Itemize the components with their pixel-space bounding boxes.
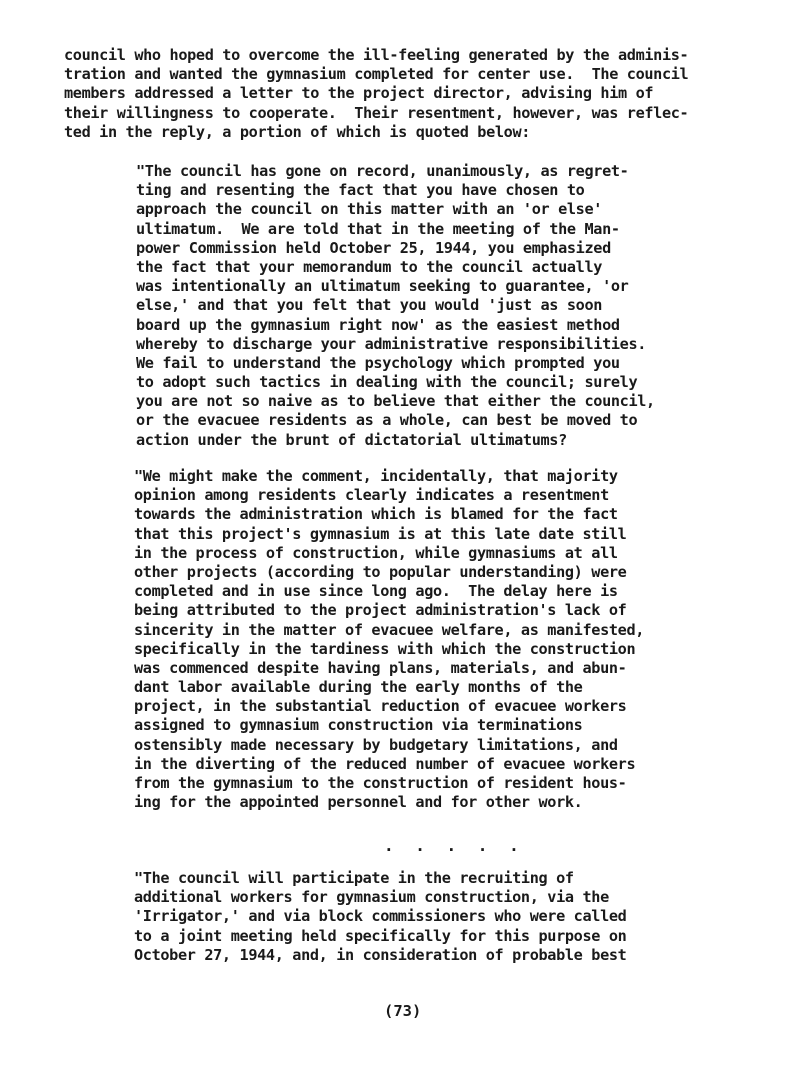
intro-line: their willingness to cooperate. Their resentment, however, was reflec- [64, 103, 689, 122]
quote1-line: approach the council on this matter with an 'or else' [136, 200, 603, 219]
quote1-line: whereby to discharge your administrative responsibilities. [136, 334, 647, 353]
quote1-line: was intentionally an ultimatum seeking to guarantee, 'or [136, 277, 629, 296]
quote1-line: the fact that your memorandum to the council actually [136, 257, 603, 276]
intro-line: ted in the reply, a portion of which is quoted below: [64, 122, 531, 141]
page-number: (73) [384, 1002, 422, 1020]
quote1-line: ultimatum. We are told that in the meeting of the Man- [136, 219, 620, 238]
quote2-line: being attributed to the project administration's lack of [134, 601, 627, 620]
intro-line: tration and wanted the gymnasium completed for center use. The council [64, 65, 689, 84]
quote2-line: "We might make the comment, incidentally, that majority [134, 467, 618, 485]
quote3-line: additional workers for gymnasium construction, via the [134, 888, 609, 907]
quote1-line: you are not so naive as to believe that either the council, [136, 392, 655, 411]
quote-paragraph-1 [136, 162, 655, 450]
quote2-line: other projects (according to popular understanding) were [134, 562, 627, 581]
quote1-line: action under the brunt of dictatorial ultimatums? [136, 430, 567, 449]
quote1-line: else,' and that you felt that you would 'just as soon [136, 296, 603, 315]
ellipsis-separator: . . . . . [384, 836, 525, 855]
quote2-line: assigned to gymnasium construction via terminations [134, 716, 583, 735]
quote2-line: that this project's gymnasium is at this late date still [134, 524, 627, 543]
quote2-line: in the diverting of the reduced number of evacuee workers [134, 754, 636, 773]
quote1-line: or the evacuee residents as a whole, can best be moved to [136, 411, 638, 430]
quote2-line: ostensibly made necessary by budgetary limitations, and [134, 735, 618, 754]
quote2-line: completed and in use since long ago. The delay here is [134, 582, 618, 601]
quote2-line: sincerity in the matter of evacuee welfare, as manifested, [134, 620, 645, 639]
intro-line: council who hoped to overcome the ill-feeling generated by the adminis- [64, 46, 689, 64]
quote2-line: ing for the appointed personnel and for other work. [134, 793, 583, 812]
quote1-line: power Commission held October 25, 1944, you emphasized [136, 238, 611, 257]
quote-paragraph-2 [134, 467, 644, 812]
quote2-line: was commenced despite having plans, materials, and abun- [134, 658, 627, 677]
quote1-line: ting and resenting the fact that you have chosen to [136, 181, 585, 200]
quote2-line: from the gymnasium to the construction of resident hous- [134, 774, 627, 792]
quote2-line: opinion among residents clearly indicates a resentment [134, 486, 609, 505]
intro-line: members addressed a letter to the project director, advising him of [64, 84, 654, 103]
quote3-line: "The council will participate in the recruiting of [134, 869, 574, 887]
quote3-line: 'Irrigator,' and via block commissioners who were called [134, 907, 627, 926]
intro-paragraph [64, 46, 688, 142]
quote3-line: to a joint meeting held specifically for this purpose on [134, 926, 627, 945]
quote1-line: "The council has gone on record, unanimously, as regret- [136, 162, 629, 180]
quote2-line: dant labor available during the early months of the [134, 678, 583, 697]
quote1-line: board up the gymnasium right now' as the easiest method [136, 315, 620, 334]
quote3-line: October 27, 1944, and, in consideration of probable best [134, 945, 627, 964]
quote2-line: towards the administration which is blamed for the fact [134, 505, 618, 524]
quote-paragraph-3 [134, 869, 626, 965]
quote2-line: project, in the substantial reduction of evacuee workers [134, 697, 627, 716]
quote1-line: to adopt such tactics in dealing with the council; surely [136, 373, 638, 392]
quote1-line: We fail to understand the psychology which prompted you [136, 353, 620, 372]
quote2-line: specifically in the tardiness with which the construction [134, 639, 636, 658]
quote2-line: in the process of construction, while gymnasiums at all [134, 543, 618, 562]
